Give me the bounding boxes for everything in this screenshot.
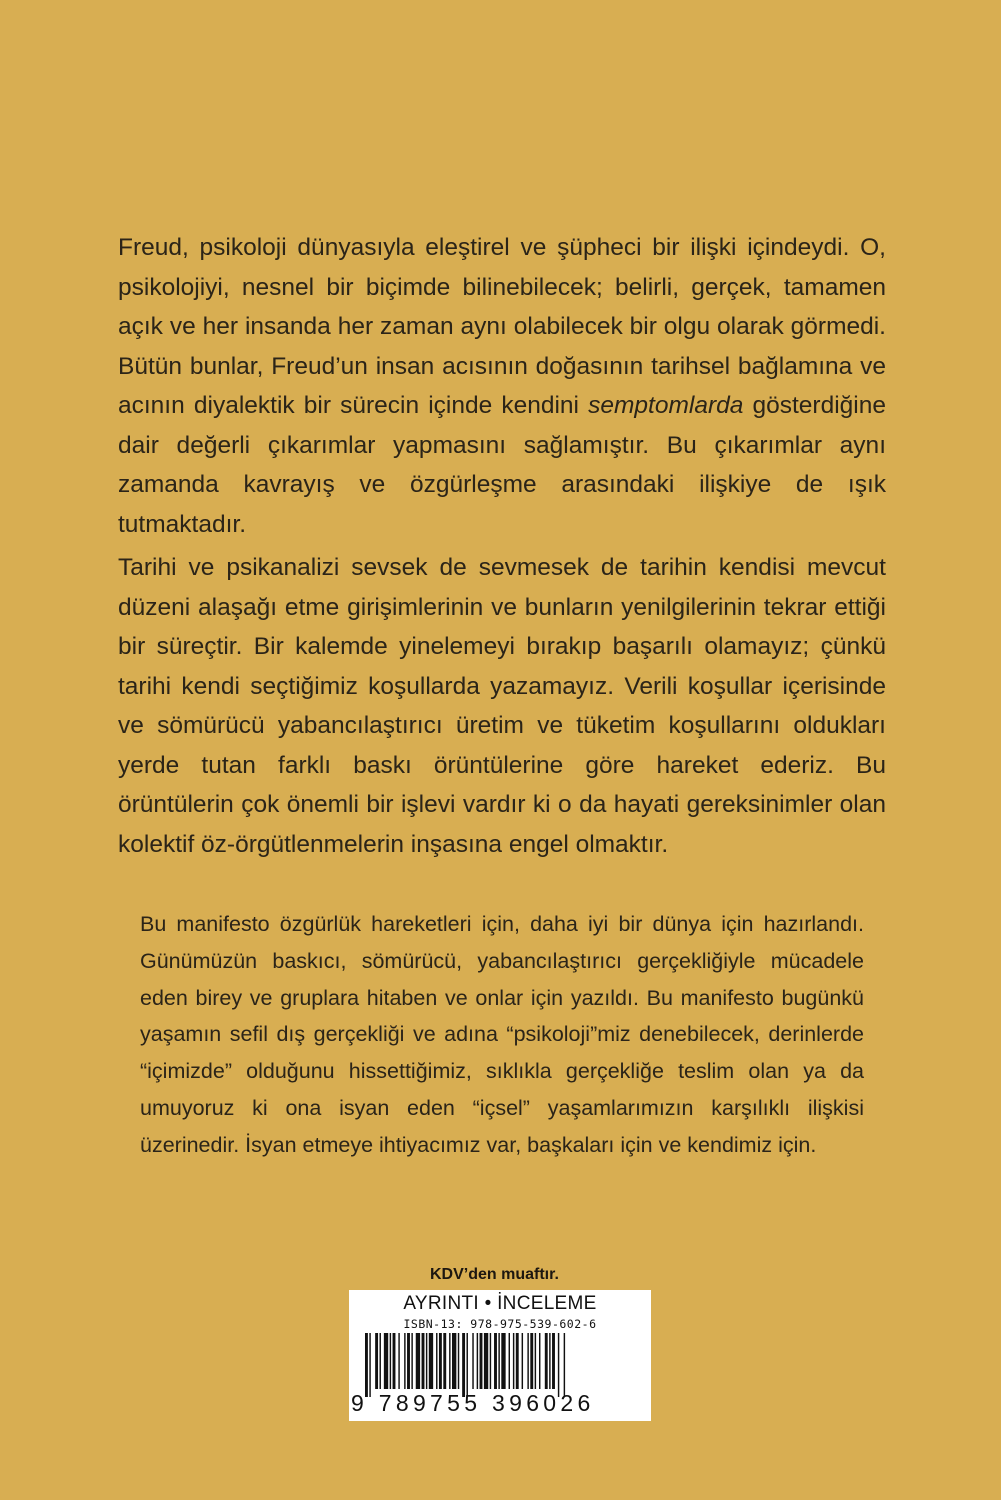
barcode-digits: 9 789755 396026: [351, 1390, 595, 1416]
emphasized-term: semptomlarda: [588, 392, 744, 419]
vat-exempt-note: KDV’den muaftır.: [430, 1266, 559, 1283]
barcode-bar: [429, 1333, 433, 1389]
barcode-label: [349, 1290, 651, 1421]
barcode-bar: [498, 1333, 499, 1389]
barcode-bar: [369, 1333, 370, 1397]
barcode-bar: [545, 1333, 548, 1389]
barcode-bar: [393, 1333, 396, 1389]
barcode-bar: [530, 1333, 533, 1389]
barcode-bar: [564, 1333, 565, 1397]
barcode-bar: [426, 1333, 427, 1389]
barcode-bar: [452, 1333, 456, 1389]
barcode-bar: [462, 1333, 465, 1397]
paragraph-freud-start: Freud, psikoloji dünyasıyla eleştirel ve şüpheci bir ilişki içindeydi. O, psikolojiyi, nesnel bir biçimde bilinebilecek; belirli, gerçek, tamamen açık ve her insanda her zaman aynı olabilecek bir olgu olarak görmedi. Bütün bunlar, Freud’un insan acısının doğasının tarihsel bağlamına ve acının diyalektik bir sürecin içinde kendini: [118, 234, 886, 419]
barcode-bar: [539, 1333, 540, 1389]
barcode-bar: [558, 1333, 559, 1397]
barcode-bar: [509, 1333, 510, 1389]
barcode-bar: [549, 1333, 550, 1389]
barcode-bar: [494, 1333, 497, 1389]
barcode-bar: [527, 1333, 528, 1389]
barcode-bar: [411, 1333, 412, 1389]
barcode-bar: [535, 1333, 536, 1389]
paragraph-freud-end: gösterdiğine dair değerli çıkarımlar yapmasını sağlamıştır. Bu çıkarımlar aynı zamanda kavrayış ve özgürleşme arasındaki ilişkiye de ışık tutmaktadır.: [118, 392, 886, 538]
barcode-bar: [516, 1333, 519, 1389]
barcode-bar: [501, 1333, 505, 1389]
barcode-bar: [458, 1333, 459, 1389]
barcode-bar: [407, 1333, 410, 1389]
paragraph-history: Tarihi ve psikanalizi sevsek de sevmesek de tarihin kendisi mevcut düzeni alaşağı etme girişimlerinin ve bunların yenilgilerinin tekrar ettiği bir süreçtir. Bir kalemde yinelemeyi bırakıp başarılı olamayız; çünkü tarihi kendi seçtiğimiz koşullarda yazamayız. Verili koşullar içerisinde ve sömürücü yabancılaştırıcı üretim ve tüketim koşullarını oldukları yerde tutan farklı baskı örüntülerine göre hareket ederiz. Bu örüntülerin çok önemli bir işlevi vardır ki o da hayati gereksinimler olan kolektif öz-örgütlenmelerin inşasına engel olmaktır.: [118, 554, 886, 858]
barcode-bar: [398, 1333, 399, 1389]
barcode-bar: [552, 1333, 555, 1389]
barcode-bar: [480, 1333, 483, 1389]
isbn-number: ISBN-13: 978-975-539-602-6: [403, 1317, 597, 1331]
barcode-bar: [472, 1333, 473, 1389]
barcode-bar: [365, 1333, 368, 1397]
barcode-bar: [513, 1333, 514, 1389]
barcode-bar: [375, 1333, 378, 1389]
barcode-bar: [436, 1333, 437, 1389]
barcode-bar: [439, 1333, 442, 1389]
barcode-bar: [422, 1333, 425, 1389]
barcode-bar: [484, 1333, 488, 1389]
paragraph-manifesto: Bu manifesto özgürlük hareketleri için, daha iyi bir dünya için hazırlandı. Günümüzün baskıcı, sömürücü, yabancılaştırıcı gerçekliğiyle mücadele eden birey ve gruplara hitaben ve onlar için yazıldı. Bu manifesto bugünkü yaşamın sefil dış gerçekliği ve adına “psikoloji”miz denebilecek, derinlerde “içimizde” olduğunu hissettiğimiz, sıklıkla gerçekliğe teslim olan ya da umuyoruz ki ona isyan eden “içsel” yaşamlarımızın karşılıklı ilişkisi üzerinedir. İsyan etmeye ihtiyacımız var, başkaları için ve kendimiz için.: [140, 912, 864, 1157]
barcode-bar: [390, 1333, 391, 1389]
barcode-bar: [384, 1333, 388, 1389]
barcode-bar: [490, 1333, 491, 1389]
barcode-bar: [416, 1333, 420, 1389]
barcode-bar: [522, 1333, 523, 1389]
paragraph-freud: [118, 228, 886, 544]
barcode-bar: [449, 1333, 450, 1389]
barcode-bar: [477, 1333, 478, 1389]
barcode-bars: [365, 1333, 635, 1397]
publisher-series: AYRINTI • İNCELEME: [403, 1293, 597, 1314]
barcode-bar: [404, 1333, 405, 1389]
barcode-bar: [380, 1333, 381, 1389]
barcode-bar: [467, 1333, 468, 1397]
barcode-bar: [443, 1333, 446, 1389]
